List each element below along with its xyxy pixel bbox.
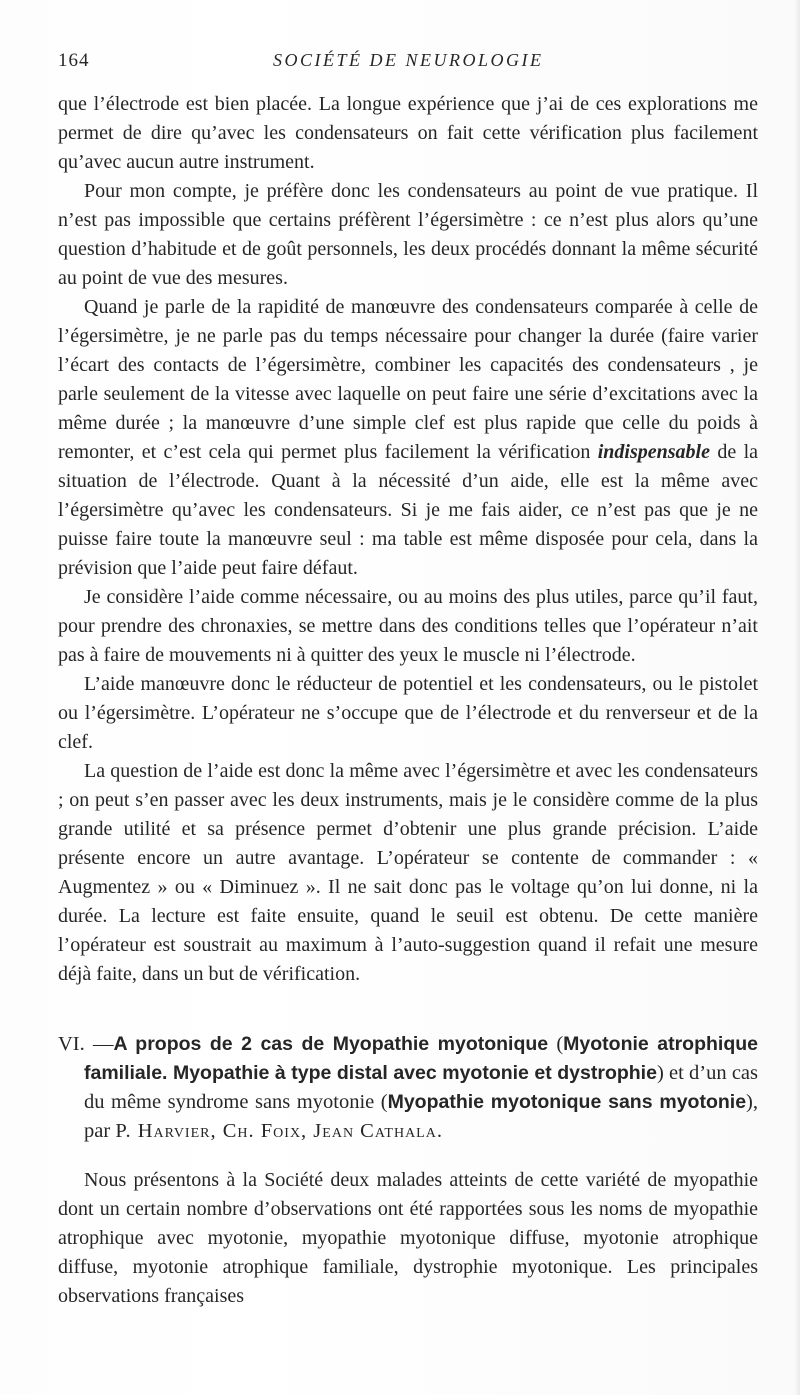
article-body (58, 1166, 758, 1311)
paragraph-4: Je considère l’aide comme nécessaire, ou au moins des plus utiles, parce qu’il faut, pour prendre des chronaxies, se mettre dans des conditions telles que l’opérateur n’ait pas à faire de mouvements ni à quitter des yeux le muscle ni l’électrode. (58, 586, 758, 666)
paragraph-6: La question de l’aide est donc la même avec l’égersimètre et avec les condensateurs ; on peut s’en passer avec les deux instruments, mais je le considère comme de la plus grande utilité et sa présence permet d’obtenir une plus grande précision. L’aide présente encore un autre avantage. L’opérateur se contente de commander : « Augmentez » ou « Diminuez ». Il ne sait donc pas le voltage qu’on lui donne, ni la durée. La lecture est faite ensuite, quand le seuil est obtenu. De cette manière l’opérateur est soustrait au maximum à l’auto-suggestion quand il refait une mesure déjà faite, dans un but de vérification. (58, 760, 758, 985)
article-title-close: ), par (84, 1091, 758, 1142)
article-number: VI. — (58, 1033, 114, 1055)
article-title-mid: ) et d’un cas du même syndrome sans myotonie ( (84, 1062, 758, 1113)
article-title-part-2: Myotonie atrophique familiale. Myopathie à type distal avec myotonie et dystrophie (84, 1033, 758, 1084)
article-paragraph-1: Nous présentons à la Société deux malades atteints de cette variété de myopathie dont un certain nombre d’observations ont été rapportées sous les noms de myopathie atrophique avec myotonie, myopathie myotonique diffuse, myotonie atrophique diffuse, myotonie atrophique familiale, dystrophie myotonique. Les principales observations françaises (58, 1169, 758, 1307)
running-title: SOCIÉTÉ DE NEUROLOGIE (273, 50, 544, 70)
paragraph-1: que l’électrode est bien placée. La longue expérience que j’ai de ces explorations me permet de dire qu’avec les condensateurs on fait cette vérification plus facilement qu’avec aucun autre instrument. (58, 93, 758, 173)
article-title (58, 1030, 758, 1146)
emphasis-indispensable: indispensable (597, 441, 710, 463)
article-title-paren-open: ( (548, 1033, 564, 1055)
page-number: 164 (58, 50, 90, 71)
page-edge-shadow (794, 0, 800, 1395)
article-section (58, 1030, 758, 1311)
article-authors: P. Harvier, Ch. Foix, Jean Cathala. (115, 1120, 443, 1142)
article-title-part-3: Myopathie myotonique sans myotonie (387, 1091, 747, 1113)
paragraph-3 (58, 293, 758, 583)
paragraph-3-text: Quand je parle de la rapidité de manœuvre des condensateurs comparée à celle de l’égersimètre, je ne parle pas du temps nécessaire pour changer la durée (faire varier l’écart des contacts de l’égersimètre, combiner les capacités des condensateurs , je parle seulement de la vitesse avec laquelle on peut faire une série d’excitations avec la même durée ; la manœuvre d’une simple clef est plus rapide que celle du poids à remonter, et c’est cela qui permet plus facilement la vérification (58, 296, 758, 463)
paragraph-2: Pour mon compte, je préfère donc les condensateurs au point de vue pratique. Il n’est pas impossible que certains préfèrent l’égersimètre : ce n’est plus alors qu’une question d’habitude et de goût personnels, les deux procédés donnant la même sécurité au point de vue des mesures. (58, 180, 758, 289)
paragraph-3-text-end: de la situation de l’électrode. Quant à la nécessité d’un aide, elle est la même avec l’égersimètre qu’avec les condensateurs. Si je me fais aider, ce n’est pas que je ne puisse faire toute la manœuvre seul : ma table est même disposée pour cela, dans la prévision que l’aide peut faire défaut. (58, 441, 759, 579)
body-text (58, 90, 758, 989)
article-title-part-1: A propos de 2 cas de Myopathie myotonique (113, 1033, 549, 1055)
running-header (58, 50, 758, 80)
paragraph-5: L’aide manœuvre donc le réducteur de potentiel et les condensateurs, ou le pistolet ou l’égersimètre. L’opérateur ne s’occupe que de l’électrode et du renverseur et de la clef. (58, 673, 758, 753)
